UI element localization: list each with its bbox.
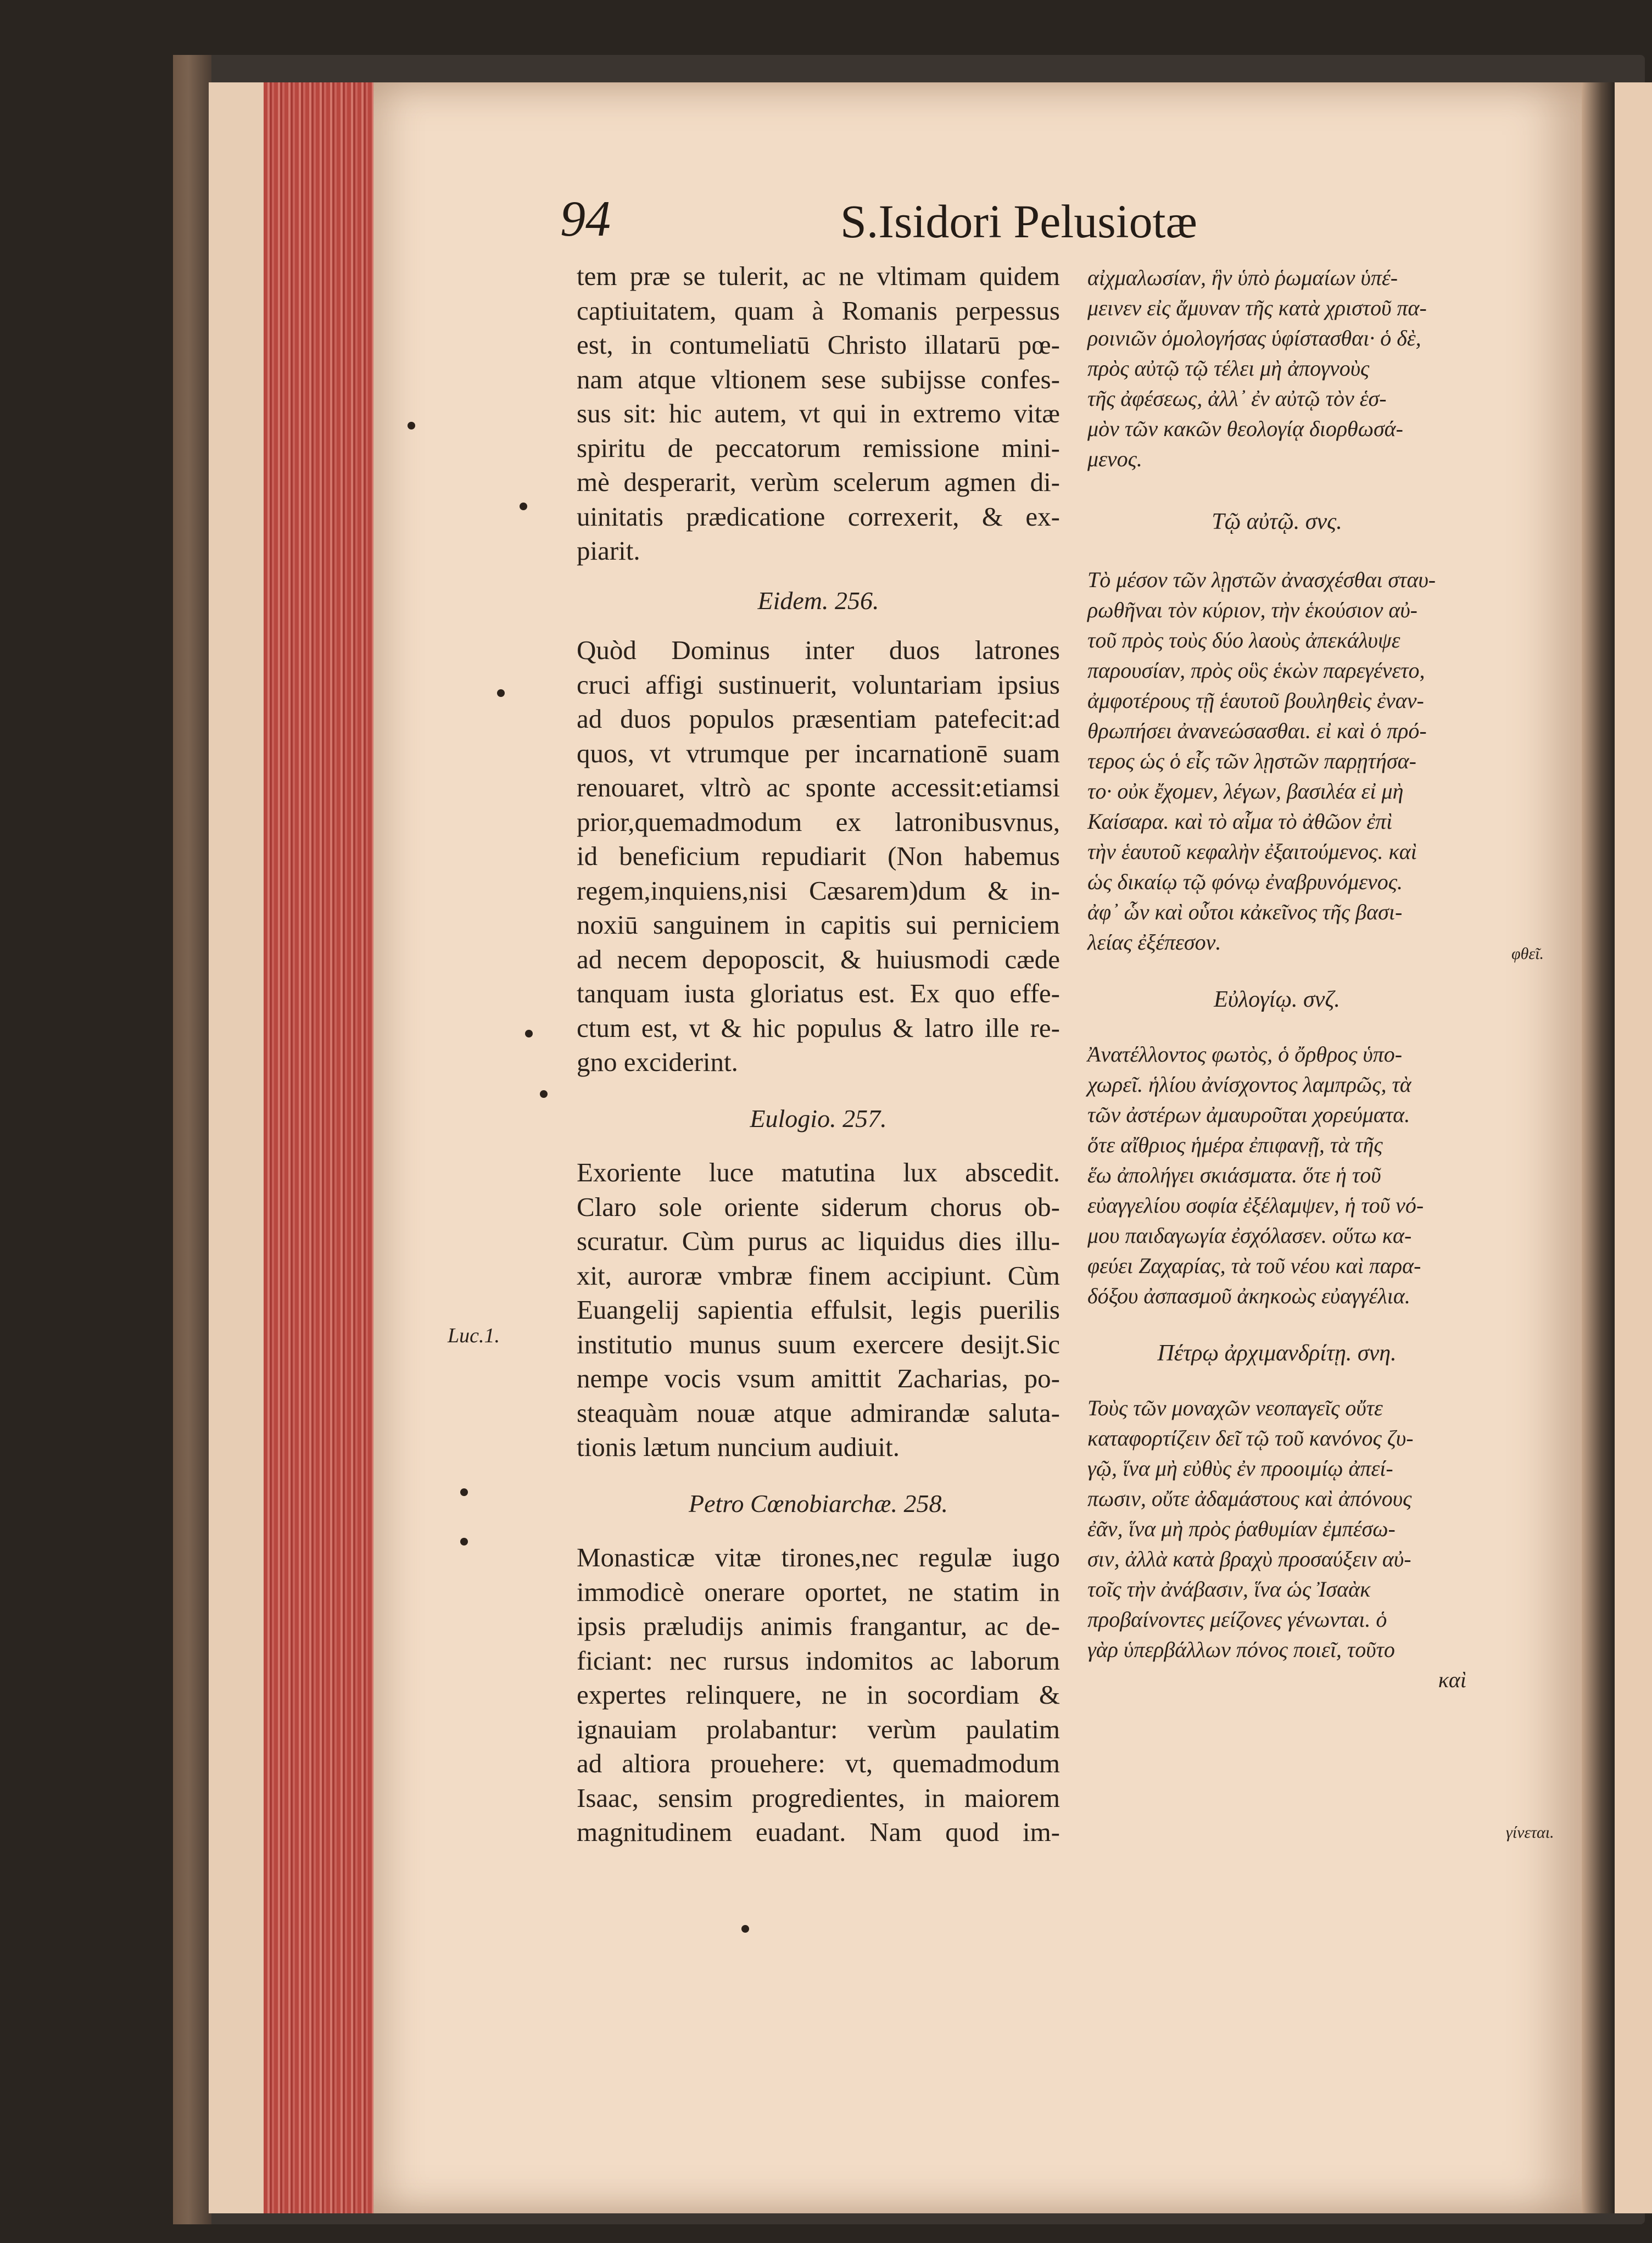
latin-line: renouaret, vltrò ac sponte accessit:etiamsi: [577, 772, 1060, 802]
greek-line: ἀμφοτέρους τῇ ἑαυτοῦ βουληθεὶς ἐναν-: [1087, 688, 1424, 713]
greek-line: τοῦ πρὸς τοὺς δύο λαοὺς ἀπεκάλυψε: [1087, 628, 1400, 652]
latin-line: id beneficium repudiarit (Non habemus: [577, 841, 1060, 871]
latin-line: ad altiora prouehere: vt, quemadmodum: [577, 1748, 1060, 1778]
margin-note-phi: φθεῖ.: [1511, 945, 1544, 963]
latin-line: nam atque vltionem sese subijsse confes-: [577, 364, 1060, 394]
greek-line: εὐαγγελίου σοφία ἐξέλαμψεν, ἡ τοῦ νό-: [1087, 1193, 1424, 1218]
greek-line: γὰρ ὑπερβάλλων πόνος ποιεῖ, τοῦτο: [1087, 1637, 1395, 1662]
greek-line: Τοὺς τῶν μοναχῶν νεοπαγεῖς οὔτε: [1087, 1396, 1383, 1420]
greek-line: πρὸς αὐτῷ τῷ τέλει μὴ ἀπογνοὺς: [1087, 356, 1370, 381]
latin-line: gno exciderint.: [577, 1047, 738, 1077]
wormhole-mark: [460, 1488, 468, 1496]
latin-line: piarit.: [577, 535, 640, 566]
latin-line: ad necem depoposcit, & huiusmodi cæde: [577, 944, 1060, 974]
greek-line: μὸν τῶν κακῶν θεολογίᾳ διορθωσά-: [1087, 416, 1403, 441]
greek-line: ρωθῆναι τὸν κύριον, τὴν ἑκούσιον αὐ-: [1087, 598, 1417, 622]
latin-line: Monasticæ vitæ tirones,nec regulæ iugo: [577, 1542, 1060, 1572]
greek-line: γῷ, ἵνα μὴ εὐθὺς ἐν προοιμίῳ ἀπεί-: [1087, 1456, 1393, 1481]
greek-line: το· οὐκ ἔχομεν, λέγων, βασιλέα εἰ μὴ: [1087, 779, 1404, 804]
latin-line: ignauiam prolabantur: verùm paulatim: [577, 1714, 1060, 1744]
latin-line: Euangelij sapientia effulsit, legis puerilis: [577, 1295, 1060, 1325]
greek-line: μου παιδαγωγία ἐσχόλασεν. οὕτω κα-: [1087, 1223, 1412, 1248]
greek-line: θρωπήσει ἀνανεώσασθαι. εἰ καὶ ὁ πρό-: [1087, 718, 1427, 743]
latin-line: spiritu de peccatorum remissione mini-: [577, 432, 1060, 463]
latin-line: expertes relinquere, ne in socordiam &: [577, 1680, 1060, 1710]
greek-line: τῶν ἀστέρων ἀμαυροῦται χορεύματα.: [1087, 1102, 1410, 1127]
latin-line: mè desperarit, verùm scelerum agmen di-: [577, 467, 1060, 497]
latin-line: tanquam iusta gloriatus est. Ex quo effe-: [577, 978, 1060, 1008]
greek-line: τοῖς τὴν ἀνάβασιν, ἵνα ὡς Ἰσαὰκ: [1087, 1577, 1371, 1602]
wormhole-mark: [525, 1030, 533, 1037]
wormhole-mark: [408, 422, 415, 429]
latin-line: ipsis præludijs animis frangantur, ac de-: [577, 1611, 1060, 1641]
letter-heading-256: Eidem. 256.: [757, 586, 879, 615]
latin-line: Quòd Dominus inter duos latrones: [577, 635, 1060, 665]
latin-paragraph: [577, 1156, 1060, 1465]
greek-paragraph: [1087, 565, 1466, 957]
letter-heading-257: Eulogio. 257.: [750, 1104, 887, 1132]
greek-paragraph: [1087, 1039, 1466, 1311]
latin-line: tionis lætum nuncium audiuit.: [577, 1432, 900, 1462]
greek-line: ροινιῶν ὁμολογήσας ὑφίστασθαι· ὁ δὲ,: [1087, 326, 1421, 350]
greek-line: χωρεῖ. ἡλίου ἀνίσχοντος λαμπρῶς, τὰ: [1087, 1072, 1411, 1097]
greek-heading-257: Εὐλογίῳ. σνζ.: [1214, 987, 1340, 1012]
page-number: 94: [560, 191, 611, 247]
marbled-board-edge: [173, 55, 211, 2224]
latin-line: prior,quemadmodum ex latronibusvnus,: [577, 806, 1060, 837]
latin-line: Isaac, sensim progredientes, in maiorem: [577, 1782, 1060, 1813]
greek-line: δόξου ἀσπασμοῦ ἀκηκοὼς εὐαγγέλια.: [1087, 1284, 1410, 1308]
latin-line: steaquàm nouæ atque admirandæ saluta-: [577, 1397, 1060, 1428]
latin-line: institutio munus suum exercere desijt.Sic: [577, 1329, 1060, 1359]
latin-line: cruci affigi sustinuerit, voluntariam ipsius: [577, 669, 1060, 700]
wormhole-mark: [460, 1538, 468, 1545]
latin-paragraph: [577, 1541, 1060, 1850]
greek-line: ἕω ἀπολήγει σκιάσματα. ὅτε ἡ τοῦ: [1087, 1163, 1381, 1187]
greek-paragraph: [1087, 1393, 1466, 1695]
greek-line: προβαίνοντες μείζονες γένωνται. ὁ: [1087, 1607, 1387, 1632]
greek-line: Καίσαρα. καὶ τὸ αἷμα τὸ ἀθῶον ἐπὶ: [1087, 809, 1393, 834]
latin-line: uinitatis prædicatione correxerit, & ex-: [577, 501, 1060, 532]
latin-column: [577, 259, 1060, 1850]
running-head: S.Isidori Pelusiotæ: [840, 195, 1197, 248]
latin-line: regem,inquiens,nisi Cæsarem)dum & in-: [577, 875, 1060, 906]
margin-note-ginetai: γίνεται.: [1506, 1823, 1554, 1842]
greek-line: τερος ὡς ὁ εἷς τῶν λῃστῶν παρῃτήσα-: [1087, 749, 1416, 773]
red-page-edges: [264, 82, 379, 2213]
latin-line: immodicè onerare oportet, ne statim in: [577, 1576, 1060, 1607]
greek-line: ὡς δικαίῳ τῷ φόνῳ ἐναβρυνόμενος.: [1087, 869, 1403, 894]
latin-line: scuratur. Cùm purus ac liquidus dies illu-: [577, 1226, 1060, 1256]
letter-heading-258: Petro Cœnobiarchæ. 258.: [689, 1489, 948, 1517]
greek-line: αἰχμαλωσίαν, ἣν ὑπὸ ῥωμαίων ὑπέ-: [1087, 265, 1398, 290]
latin-line: captiuitatem, quam à Romanis perpessus: [577, 295, 1060, 326]
greek-line: Ἀνατέλλοντος φωτὸς, ὁ ὄρθρος ὑπο-: [1087, 1042, 1403, 1067]
greek-line: τὴν ἑαυτοῦ κεφαλὴν ἐξαιτούμενος. καὶ: [1087, 839, 1417, 864]
latin-paragraph: [577, 259, 1060, 568]
latin-line: tem præ se tulerit, ac ne vltimam quidem: [577, 261, 1060, 291]
greek-line: Τὸ μέσον τῶν λῃστῶν ἀνασχέσθαι σταυ-: [1087, 567, 1436, 592]
margin-reference-luke: Luc.1.: [448, 1324, 500, 1347]
latin-line: Exoriente luce matutina lux abscedit.: [577, 1157, 1060, 1187]
greek-heading-258: Πέτρῳ ἀρχιμανδρίτῃ. σνη.: [1157, 1341, 1397, 1366]
latin-line: ad duos populos præsentiam patefecit:ad: [577, 704, 1060, 734]
latin-line: quos, vt vtrumque per incarnationē suam: [577, 738, 1060, 768]
latin-line: xit, auroræ vmbræ finem accipiunt. Cùm: [577, 1260, 1060, 1291]
greek-line: πωσιν, οὔτε ἀδαμάστους καὶ ἀπόνους: [1087, 1486, 1412, 1511]
latin-line: nempe vocis vsum amittit Zacharias, po-: [577, 1363, 1060, 1393]
latin-line: ficiant: nec rursus indomitos ac laborum: [577, 1645, 1060, 1676]
latin-paragraph: [577, 633, 1060, 1080]
greek-line: σιν, ἀλλὰ κατὰ βραχὺ προσαύξειν αὐ-: [1087, 1547, 1411, 1571]
wormhole-mark: [520, 503, 527, 510]
wormhole-mark: [540, 1090, 548, 1098]
book-gutter: [1582, 82, 1615, 2213]
latin-line: magnitudinem euadant. Nam quod im-: [577, 1817, 1060, 1847]
latin-line: est, in contumeliatū Christo illatarū pœ-: [577, 330, 1060, 360]
greek-heading-256: Τῷ αὐτῷ. σνς.: [1212, 509, 1342, 534]
greek-line: μεινεν εἰς ἄμυναν τῆς κατὰ χριστοῦ πα-: [1087, 295, 1427, 320]
greek-line: ἀφ᾽ ὧν καὶ οὗτοι κἀκεῖνος τῆς βασι-: [1087, 900, 1403, 924]
greek-line: φεύει Ζαχαρίας, τὰ τοῦ νέου καὶ παρα-: [1087, 1253, 1421, 1278]
greek-catchword: καὶ: [1438, 1667, 1466, 1692]
greek-paragraph: [1087, 263, 1466, 474]
facing-page-edge: [1615, 82, 1652, 2213]
latin-line: noxiū sanguinem in capitis sui perniciem: [577, 910, 1060, 940]
latin-line: Claro sole oriente siderum chorus ob-: [577, 1191, 1060, 1222]
latin-line: ctum est, vt & hic populus & latro ille re-: [577, 1012, 1060, 1043]
wormhole-mark: [497, 689, 505, 697]
greek-line: καταφορτίζειν δεῖ τῷ τοῦ κανόνος ζυ-: [1087, 1426, 1414, 1450]
greek-line: ἐᾶν, ἵνα μὴ πρὸς ῥαθυμίαν ἐμπέσω-: [1087, 1516, 1396, 1541]
page-header: [560, 189, 1219, 261]
greek-line: παρουσίαν, πρὸς οὓς ἑκὼν παρεγένετο,: [1087, 658, 1425, 683]
wormhole-mark: [741, 1925, 749, 1933]
greek-column: [1087, 263, 1466, 1695]
greek-line: ὅτε αἴθριος ἡμέρα ἐπιφανῇ, τὰ τῆς: [1087, 1132, 1383, 1157]
greek-line: τῆς ἀφέσεως, ἀλλ᾽ ἐν αὐτῷ τὸν ἑσ-: [1087, 386, 1387, 411]
greek-line: μενος.: [1087, 447, 1142, 471]
greek-line: λείας ἐξέπεσον.: [1087, 930, 1221, 955]
latin-line: sus sit: hic autem, vt qui in extremo vitæ: [577, 398, 1060, 428]
